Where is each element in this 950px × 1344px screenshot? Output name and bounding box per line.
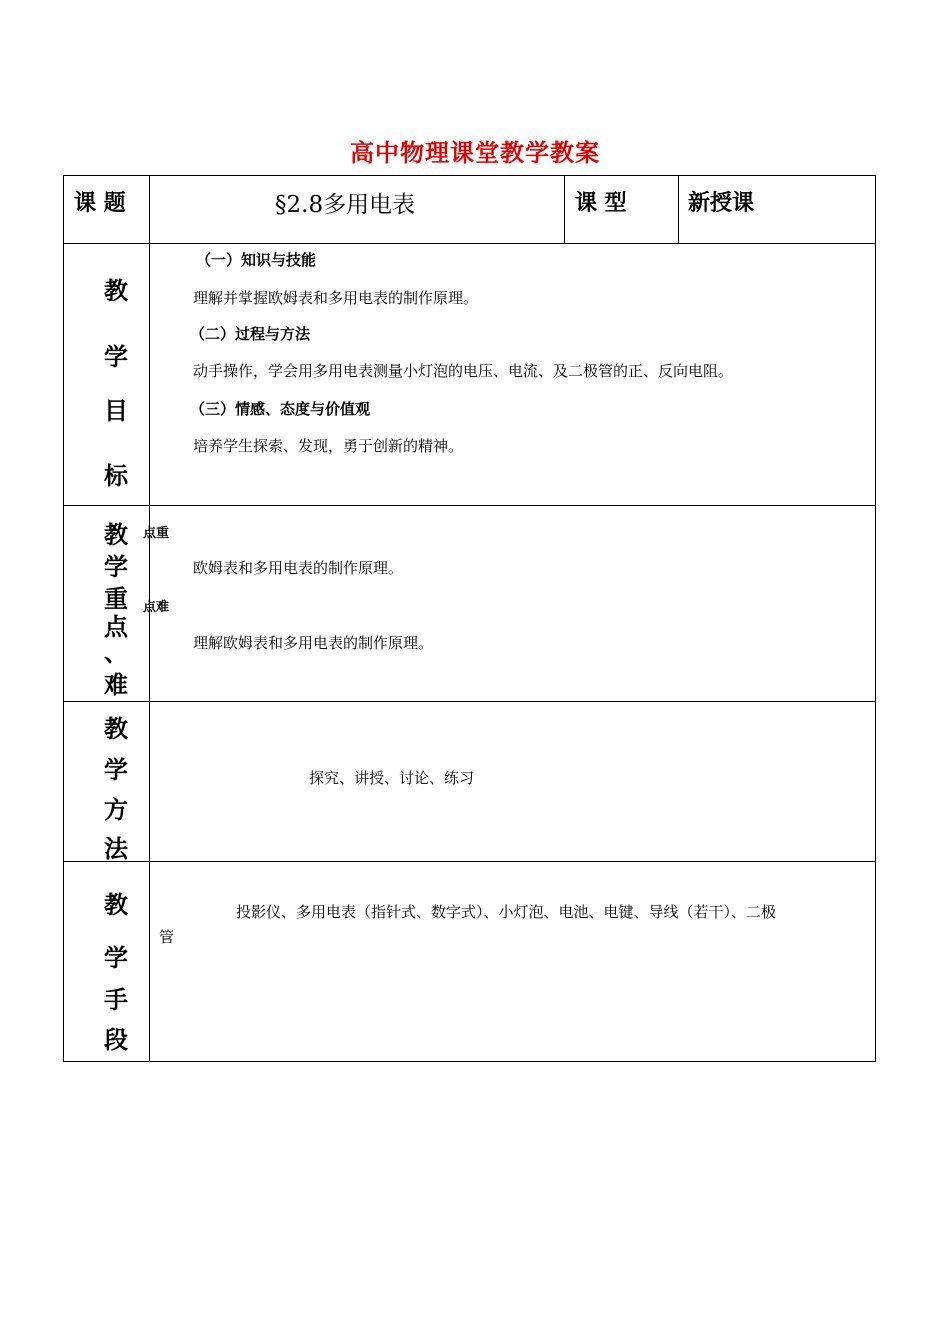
difficult-point-text: 理解欧姆表和多用电表的制作原理。 <box>193 634 434 652</box>
objective-text: 理解并掌握欧姆表和多用电表的制作原理。 <box>193 289 479 307</box>
key-point-marker: 点重 <box>143 526 170 541</box>
label-char: 教 <box>104 890 128 919</box>
label-char: 教 <box>104 714 128 743</box>
difficult-point-marker: 点难 <box>143 600 170 615</box>
table-border-left <box>63 175 64 1062</box>
topic-label: 课 题 <box>74 190 126 216</box>
type-label: 课 型 <box>575 190 627 216</box>
type-value: 新授课 <box>688 190 755 216</box>
means-text-continued: 管 <box>159 928 175 946</box>
header-divider <box>678 175 679 243</box>
header-divider <box>564 175 565 243</box>
label-char: 学 <box>104 342 128 371</box>
label-char: 目 <box>104 396 128 425</box>
table-border-top <box>63 175 876 176</box>
label-column-divider <box>149 175 150 1062</box>
label-char: 标 <box>104 461 128 490</box>
label-char: 学 <box>104 755 128 784</box>
objective-heading: （一）知识与技能 <box>196 251 317 269</box>
table-border-right <box>875 175 876 1062</box>
label-char: 教 <box>104 276 128 305</box>
label-char: 难 <box>104 670 128 699</box>
label-char: 教 <box>104 520 128 549</box>
label-char: 方 <box>104 795 128 824</box>
label-char: 学 <box>104 552 128 581</box>
label-char: 法 <box>104 834 128 863</box>
label-char: 点 <box>104 612 128 641</box>
label-char: 段 <box>104 1025 128 1054</box>
label-char: 学 <box>104 943 128 972</box>
key-point-text: 欧姆表和多用电表的制作原理。 <box>193 559 404 577</box>
label-char: 手 <box>104 985 128 1014</box>
table-border-bottom <box>63 1061 876 1062</box>
means-text: 投影仪、多用电表（指针式、数字式）、小灯泡、电池、电键、导线（若干）、二极 <box>236 903 777 921</box>
methods-text: 探究、讲授、讨论、练习 <box>309 769 475 787</box>
label-char: 、 <box>104 638 128 667</box>
row-divider <box>63 701 876 702</box>
document-title: 高中物理课堂教学教案 <box>350 138 600 167</box>
objective-heading: （三）情感、态度与价值观 <box>190 400 371 418</box>
objective-heading: （二）过程与方法 <box>190 325 311 343</box>
objective-text: 动手操作，学会用多用电表测量小灯泡的电压、电流、及二极管的正、反向电阻。 <box>193 362 734 380</box>
row-divider <box>63 505 876 506</box>
row-divider <box>63 861 876 862</box>
label-char: 重 <box>104 584 128 613</box>
objective-text: 培养学生探索、发现，勇于创新的精神。 <box>193 437 464 455</box>
row-divider <box>63 243 876 244</box>
topic-value: §2.8多用电表 <box>275 192 416 218</box>
